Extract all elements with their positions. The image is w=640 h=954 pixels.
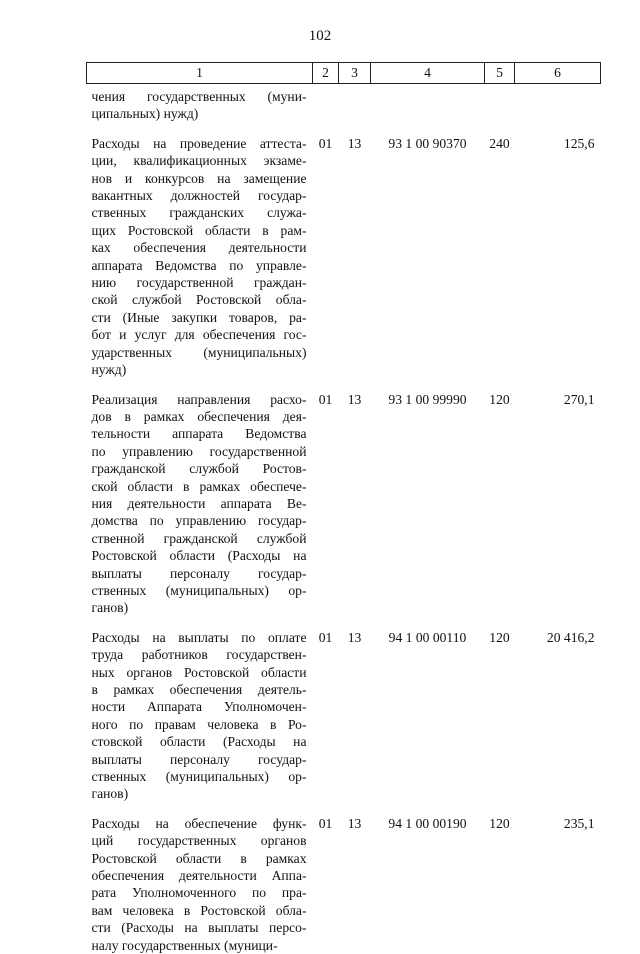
- description-line: тельности аппарата Ведомства: [92, 425, 307, 442]
- description-line: ственных (муниципальных) ор-: [92, 582, 307, 599]
- description-line: Ростовской области в рамках: [92, 850, 307, 867]
- target-article-code: 94 1 00 00190: [371, 803, 485, 954]
- description-line: гражданской службой Ростов-: [92, 460, 307, 477]
- description-line: ударственных (муниципальных): [92, 344, 307, 361]
- target-article-code: 94 1 00 00110: [371, 617, 485, 803]
- subsection-code: 13: [339, 617, 371, 803]
- description-line: ганов): [92, 599, 307, 616]
- description-line: вакантных должностей государ-: [92, 187, 307, 204]
- description-line: ных органов Ростовской области: [92, 664, 307, 681]
- description-line: ций государственных органов: [92, 832, 307, 849]
- description-line: домства по управлению государ-: [92, 512, 307, 529]
- expense-type-code: 120: [485, 617, 515, 803]
- description-line: ственной гражданской службой: [92, 530, 307, 547]
- description-line: по управлению государственной: [92, 443, 307, 460]
- column-header: 3: [339, 63, 371, 84]
- column-header: 6: [515, 63, 601, 84]
- page-number: 102: [0, 28, 640, 45]
- subsection-code: 13: [339, 803, 371, 954]
- table-row: [87, 123, 601, 379]
- section-code: 01: [313, 123, 339, 379]
- description-line: ности Аппарата Уполномочен-: [92, 698, 307, 715]
- expense-type-code: 240: [485, 123, 515, 379]
- header-row: [87, 63, 601, 84]
- description-line: щих Ростовской области в рам-: [92, 222, 307, 239]
- description-line: нов и конкурсов на замещение: [92, 170, 307, 187]
- column-header: 1: [87, 63, 313, 84]
- description-line: труда работников государствен-: [92, 646, 307, 663]
- amount-value: 235,1: [515, 803, 601, 954]
- description-line: вам человека в Ростовской обла-: [92, 902, 307, 919]
- amount-value: 125,6: [515, 123, 601, 379]
- row-description: [87, 803, 313, 954]
- section-code: [313, 84, 339, 123]
- table-body: [87, 84, 601, 954]
- budget-table: [86, 62, 601, 954]
- expense-type-code: [485, 84, 515, 123]
- description-line: нужд): [92, 361, 307, 378]
- description-line: Расходы на обеспечение функ-: [92, 815, 307, 832]
- description-line: нию государственной граждан-: [92, 274, 307, 291]
- amount-value: 270,1: [515, 379, 601, 617]
- description-line: стовской области (Расходы на: [92, 733, 307, 750]
- description-line: ганов): [92, 785, 307, 802]
- description-line: Расходы на проведение аттеста-: [92, 135, 307, 152]
- target-article-code: 93 1 00 99990: [371, 379, 485, 617]
- amount-value: 20 416,2: [515, 617, 601, 803]
- subsection-code: 13: [339, 379, 371, 617]
- description-line: налу государственных (муници-: [92, 937, 307, 954]
- expense-type-code: 120: [485, 803, 515, 954]
- description-line: дов в рамках обеспечения дея-: [92, 408, 307, 425]
- target-article-code: [371, 84, 485, 123]
- column-header: 5: [485, 63, 515, 84]
- description-line: ции, квалификационных экзаме-: [92, 152, 307, 169]
- description-line: в рамках обеспечения деятель-: [92, 681, 307, 698]
- description-line: аппарата Ведомства по управле-: [92, 257, 307, 274]
- amount-value: [515, 84, 601, 123]
- description-line: выплаты персоналу государ-: [92, 565, 307, 582]
- row-description: [87, 617, 313, 803]
- target-article-code: 93 1 00 90370: [371, 123, 485, 379]
- description-line: ской службой Ростовской обла-: [92, 291, 307, 308]
- description-line: сти (Расходы на выплаты персо-: [92, 919, 307, 936]
- description-line: обеспечения деятельности Аппа-: [92, 867, 307, 884]
- section-code: 01: [313, 379, 339, 617]
- expense-type-code: 120: [485, 379, 515, 617]
- section-code: 01: [313, 617, 339, 803]
- description-line: сти (Иные закупки товаров, ра-: [92, 309, 307, 326]
- table-row: [87, 803, 601, 954]
- description-line: ципальных) нужд): [92, 105, 307, 122]
- subsection-code: [339, 84, 371, 123]
- column-header: 4: [371, 63, 485, 84]
- column-header: 2: [313, 63, 339, 84]
- section-code: 01: [313, 803, 339, 954]
- row-description: [87, 123, 313, 379]
- description-line: ской области в рамках обеспече-: [92, 478, 307, 495]
- description-line: Ростовской области (Расходы на: [92, 547, 307, 564]
- table-row: [87, 379, 601, 617]
- row-description: [87, 379, 313, 617]
- description-line: Реализация направления расхо-: [92, 391, 307, 408]
- row-description: [87, 84, 313, 123]
- description-line: ния деятельности аппарата Ве-: [92, 495, 307, 512]
- description-line: ственных гражданских служа-: [92, 204, 307, 221]
- description-line: ственных (муниципальных) ор-: [92, 768, 307, 785]
- description-line: Расходы на выплаты по оплате: [92, 629, 307, 646]
- description-line: ного по правам человека в Ро-: [92, 716, 307, 733]
- description-line: рата Уполномоченного по пра-: [92, 884, 307, 901]
- subsection-code: 13: [339, 123, 371, 379]
- description-line: бот и услуг для обеспечения гос-: [92, 326, 307, 343]
- description-line: выплаты персоналу государ-: [92, 751, 307, 768]
- description-line: ках обеспечения деятельности: [92, 239, 307, 256]
- table-row: [87, 617, 601, 803]
- description-line: чения государственных (муни-: [92, 88, 307, 105]
- table-row: [87, 84, 601, 123]
